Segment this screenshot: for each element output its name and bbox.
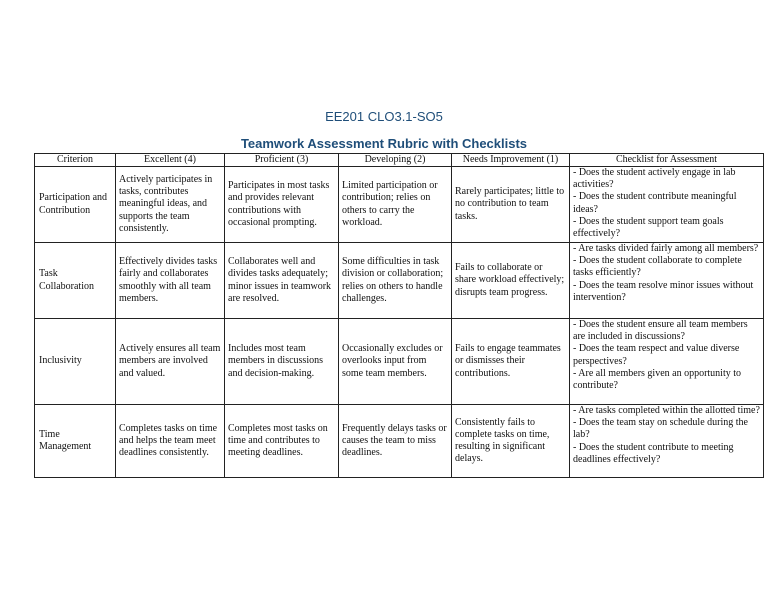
proficient-cell: Includes most team members in discussions and decision-making. [225,319,339,405]
checklist-item: - Does the student support team goals effectively? [573,215,724,240]
column-header: Developing (2) [339,154,452,167]
proficient-cell: Collaborates well and divides tasks adequately; minor issues in teamwork are resolved. [225,243,339,319]
checklist-item: - Does the student contribute meaningful ideas? [573,191,737,215]
proficient-cell: Completes most tasks on time and contributes to meeting deadlines. [225,405,339,478]
excellent-cell: Effectively divides tasks fairly and collaborates smoothly with all team members. [116,243,225,319]
criterion-cell: Inclusivity [35,319,116,405]
column-header: Proficient (3) [225,154,339,167]
column-header: Excellent (4) [116,154,225,167]
checklist-cell [570,243,764,319]
checklist-item: - Are all members given an opportunity to contribute? [573,367,742,392]
checklist-item: - Does the student contribute to meeting deadlines effectively? [573,441,734,465]
table-header-row [35,154,764,167]
checklist-cell [570,319,764,405]
column-header: Checklist for Assessment [570,154,764,167]
criterion-cell: Participation and Contribution [35,167,116,243]
criterion-cell: Time Management [35,405,116,478]
checklist-cell [570,405,764,478]
table-row [35,243,764,319]
checklist-item: - Does the team respect and value diverse perspectives? [573,343,740,367]
checklist-item: - Does the team resolve minor issues without intervention? [573,279,754,303]
needs-improvement-cell: Fails to collaborate or share workload effectively; disrupts team progress. [452,243,570,319]
table-row [35,319,764,405]
developing-cell: Some difficulties in task division or collaboration; relies on others to handle challenges. [339,243,452,319]
column-header: Criterion [35,154,116,167]
excellent-cell: Actively ensures all team members are involved and valued. [116,319,225,405]
developing-cell: Frequently delays tasks or causes the team to miss deadlines. [339,405,452,478]
developing-cell: Limited participation or contribution; relies on others to carry the workload. [339,167,452,243]
checklist-cell [570,167,764,243]
needs-improvement-cell: Rarely participates; little to no contribution to team tasks. [452,167,570,243]
checklist-item: - Are tasks completed within the allotted time? [573,405,760,416]
checklist-item: - Does the team stay on schedule during the lab? [573,417,748,441]
excellent-cell: Actively participates in tasks, contributes meaningful ideas, and supports the team consistently. [116,167,225,243]
checklist-item: - Does the student ensure all team members are included in discussions? [573,319,748,343]
document-course-code: EE201 CLO3.1-SO5 [325,109,443,124]
needs-improvement-cell: Fails to engage teammates or dismisses their contributions. [452,319,570,405]
table-row [35,167,764,243]
excellent-cell: Completes tasks on time and helps the team meet deadlines consistently. [116,405,225,478]
document-title: Teamwork Assessment Rubric with Checklists [240,136,528,151]
table-row [35,405,764,478]
checklist-item: - Does the student actively engage in lab activities? [573,167,736,191]
checklist-item: - Are tasks divided fairly among all members? [573,243,759,254]
rubric-table [34,153,764,478]
needs-improvement-cell: Consistently fails to complete tasks on time, resulting in significant delays. [452,405,570,478]
column-header: Needs Improvement (1) [452,154,570,167]
checklist-item: - Does the student collaborate to complete tasks efficiently? [573,255,742,279]
developing-cell: Occasionally excludes or overlooks input from some team members. [339,319,452,405]
proficient-cell: Participates in most tasks and provides relevant contributions with occasional prompting. [225,167,339,243]
criterion-cell: Task Collaboration [35,243,116,319]
